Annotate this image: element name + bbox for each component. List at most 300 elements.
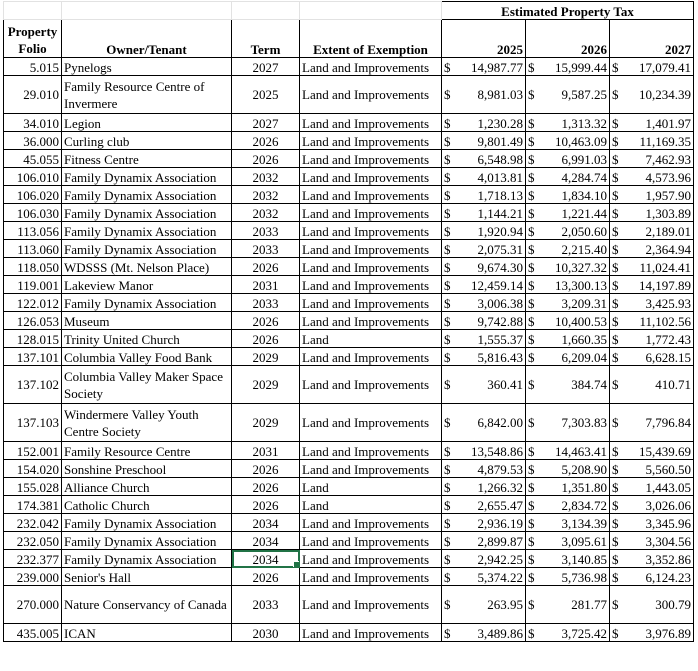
cell-extent[interactable]: Land — [300, 478, 442, 496]
cell-extent[interactable]: Land — [300, 496, 442, 514]
cell-owner[interactable]: Legion — [62, 114, 232, 132]
cell-2027[interactable] — [610, 348, 694, 366]
amount: 11,024.41 — [639, 260, 691, 275]
amount: 9,587.25 — [561, 87, 607, 102]
cell-folio[interactable]: 106.020 — [4, 186, 62, 204]
cell-2026[interactable] — [526, 366, 610, 404]
currency-value — [444, 116, 523, 131]
cell-2027[interactable] — [610, 514, 694, 532]
cell-2027[interactable] — [610, 150, 694, 168]
cell-2026[interactable] — [526, 460, 610, 478]
cell-folio[interactable]: 29.010 — [4, 76, 62, 114]
currency-symbol: $ — [528, 597, 535, 612]
currency-value — [612, 152, 691, 167]
currency-symbol: $ — [612, 134, 619, 149]
cell-2026[interactable] — [526, 514, 610, 532]
cell-folio[interactable]: 106.010 — [4, 168, 62, 186]
cell-2026[interactable] — [526, 132, 610, 150]
cell-owner[interactable]: Family Dynamix Association — [62, 514, 232, 532]
currency-value — [528, 116, 607, 131]
cell-2027[interactable] — [610, 276, 694, 294]
cell-2025[interactable] — [442, 586, 526, 624]
amount: 9,674.30 — [477, 260, 523, 275]
table-row — [4, 132, 694, 150]
cell-2026[interactable] — [526, 258, 610, 276]
amount: 3,345.96 — [645, 516, 691, 531]
currency-value — [444, 462, 523, 477]
currency-value — [528, 350, 607, 365]
cell-2026[interactable] — [526, 240, 610, 258]
cell-2027[interactable] — [610, 442, 694, 460]
cell-2027[interactable] — [610, 240, 694, 258]
cell-2027[interactable] — [610, 294, 694, 312]
currency-value — [444, 188, 523, 203]
currency-value — [612, 87, 691, 102]
cell-term[interactable]: 2034 — [232, 532, 300, 550]
cell-2026[interactable] — [526, 568, 610, 586]
cell-folio[interactable]: 128.015 — [4, 330, 62, 348]
cell-term[interactable]: 2034 — [232, 514, 300, 532]
cell-folio[interactable]: 122.012 — [4, 294, 62, 312]
cell-extent[interactable]: Land and Improvements — [300, 460, 442, 478]
cell-extent[interactable]: Land and Improvements — [300, 366, 442, 404]
amount: 263.95 — [487, 597, 523, 612]
cell-2025[interactable] — [442, 442, 526, 460]
cell-2027[interactable] — [610, 460, 694, 478]
header-property-folio[interactable]: Property Folio — [4, 20, 62, 58]
currency-value — [444, 152, 523, 167]
cell-owner[interactable]: Catholic Church — [62, 496, 232, 514]
cell-2027[interactable] — [610, 58, 694, 76]
cell-2025[interactable] — [442, 276, 526, 294]
cell-2027[interactable] — [610, 132, 694, 150]
currency-value — [528, 206, 607, 221]
cell-2025[interactable] — [442, 186, 526, 204]
cell-owner[interactable]: Nature Conservancy of Canada — [62, 586, 232, 624]
cell-2026[interactable] — [526, 168, 610, 186]
cell-owner[interactable]: Family Dynamix Association — [62, 550, 232, 568]
header-extent-of-exemption[interactable]: Extent of Exemption — [300, 20, 442, 58]
cell-extent[interactable]: Land and Improvements — [300, 58, 442, 76]
currency-symbol: $ — [528, 626, 535, 641]
cell-term[interactable]: 2032 — [232, 168, 300, 186]
cell-term[interactable]: 2031 — [232, 442, 300, 460]
cell-term[interactable]: 2027 — [232, 114, 300, 132]
cell-term[interactable]: 2029 — [232, 404, 300, 442]
cell-2025[interactable] — [442, 222, 526, 240]
cell-term[interactable]: 2026 — [232, 460, 300, 478]
amount: 5,208.90 — [561, 462, 607, 477]
currency-value — [528, 314, 607, 329]
cell-2026[interactable] — [526, 186, 610, 204]
currency-symbol: $ — [528, 377, 535, 392]
cell-owner[interactable]: Lakeview Manor — [62, 276, 232, 294]
cell-owner[interactable]: Museum — [62, 312, 232, 330]
cell-2025[interactable] — [442, 258, 526, 276]
cell-extent[interactable]: Land and Improvements — [300, 568, 442, 586]
cell-folio[interactable]: 36.000 — [4, 132, 62, 150]
cell-extent[interactable]: Land and Improvements — [300, 276, 442, 294]
currency-symbol: $ — [612, 552, 619, 567]
cell-term[interactable]: 2029 — [232, 366, 300, 404]
cell-folio[interactable]: 119.001 — [4, 276, 62, 294]
currency-symbol: $ — [528, 260, 535, 275]
cell-2027[interactable] — [610, 586, 694, 624]
cell-extent[interactable]: Land and Improvements — [300, 532, 442, 550]
cell-folio[interactable]: 232.377 — [4, 550, 62, 568]
cell-2025[interactable] — [442, 404, 526, 442]
cell-extent[interactable]: Land and Improvements — [300, 550, 442, 568]
cell-owner[interactable]: Family Dynamix Association — [62, 240, 232, 258]
cell-2026[interactable] — [526, 150, 610, 168]
amount: 360.41 — [487, 377, 523, 392]
cell-2027[interactable] — [610, 478, 694, 496]
cell-term[interactable]: 2027 — [232, 58, 300, 76]
cell-owner[interactable]: Family Dynamix Association — [62, 294, 232, 312]
amount: 14,463.41 — [555, 444, 607, 459]
currency-symbol: $ — [528, 224, 535, 239]
cell-owner[interactable]: Family Dynamix Association — [62, 204, 232, 222]
currency-value — [612, 350, 691, 365]
cell-term[interactable]: 2026 — [232, 568, 300, 586]
cell-term[interactable]: 2033 — [232, 294, 300, 312]
cell-2027[interactable] — [610, 404, 694, 442]
cell-2025[interactable] — [442, 532, 526, 550]
cell-2025[interactable] — [442, 312, 526, 330]
table-row — [4, 550, 694, 568]
cell-folio[interactable]: 34.010 — [4, 114, 62, 132]
cell-2025[interactable] — [442, 240, 526, 258]
currency-symbol: $ — [528, 87, 535, 102]
currency-symbol: $ — [444, 314, 451, 329]
cell-term[interactable]: 2026 — [232, 478, 300, 496]
cell-term[interactable]: 2034 — [232, 550, 300, 568]
cell-folio[interactable]: 137.102 — [4, 366, 62, 404]
cell-extent[interactable]: Land and Improvements — [300, 514, 442, 532]
cell-2027[interactable] — [610, 258, 694, 276]
currency-value — [528, 415, 607, 430]
cell-term[interactable]: 2030 — [232, 624, 300, 642]
cell-term[interactable]: 2026 — [232, 330, 300, 348]
currency-value — [444, 570, 523, 585]
cell-2025[interactable] — [442, 76, 526, 114]
currency-value — [444, 278, 523, 293]
cell-2025[interactable] — [442, 496, 526, 514]
currency-symbol: $ — [444, 134, 451, 149]
cell-extent[interactable]: Land and Improvements — [300, 168, 442, 186]
cell-2026[interactable] — [526, 76, 610, 114]
cell-2027[interactable] — [610, 330, 694, 348]
cell-owner[interactable]: Fitness Centre — [62, 150, 232, 168]
cell-2026[interactable] — [526, 478, 610, 496]
cell-folio[interactable]: 5.015 — [4, 58, 62, 76]
cell-extent[interactable]: Land and Improvements — [300, 404, 442, 442]
cell-extent[interactable]: Land and Improvements — [300, 150, 442, 168]
header-owner-tenant[interactable]: Owner/Tenant — [62, 20, 232, 58]
cell-folio[interactable]: 106.030 — [4, 204, 62, 222]
amount: 9,742.88 — [477, 314, 523, 329]
currency-symbol: $ — [444, 462, 451, 477]
currency-symbol: $ — [444, 224, 451, 239]
cell-extent[interactable]: Land and Improvements — [300, 114, 442, 132]
amount: 3,134.39 — [561, 516, 607, 531]
cell-2025[interactable] — [442, 132, 526, 150]
cell[interactable] — [62, 2, 232, 20]
cell-2025[interactable] — [442, 478, 526, 496]
cell-extent[interactable]: Land and Improvements — [300, 240, 442, 258]
cell-owner[interactable]: Alliance Church — [62, 478, 232, 496]
cell-term[interactable]: 2032 — [232, 186, 300, 204]
table-row — [4, 204, 694, 222]
cell-owner[interactable]: Curling club — [62, 132, 232, 150]
cell-2026[interactable] — [526, 442, 610, 460]
header-2026[interactable]: 2026 — [526, 20, 610, 58]
cell-2025[interactable] — [442, 624, 526, 642]
cell-2025[interactable] — [442, 58, 526, 76]
cell-owner[interactable]: WDSSS (Mt. Nelson Place) — [62, 258, 232, 276]
cell-folio[interactable]: 232.042 — [4, 514, 62, 532]
cell-2027[interactable] — [610, 550, 694, 568]
cell-term[interactable]: 2026 — [232, 132, 300, 150]
cell-owner[interactable]: Sonshine Preschool — [62, 460, 232, 478]
cell-extent[interactable]: Land and Improvements — [300, 132, 442, 150]
cell-2025[interactable] — [442, 294, 526, 312]
cell-2027[interactable] — [610, 204, 694, 222]
cell-term[interactable]: 2025 — [232, 76, 300, 114]
cell-owner[interactable]: Senior's Hall — [62, 568, 232, 586]
cell-owner[interactable]: Windermere Valley Youth Centre Society — [62, 404, 232, 442]
currency-value — [612, 597, 691, 612]
cell-2026[interactable] — [526, 330, 610, 348]
cell-folio[interactable]: 113.056 — [4, 222, 62, 240]
currency-symbol: $ — [444, 87, 451, 102]
cell-term[interactable]: 2031 — [232, 276, 300, 294]
table-row — [4, 496, 694, 514]
cell-term[interactable]: 2033 — [232, 222, 300, 240]
cell-2025[interactable] — [442, 204, 526, 222]
cell[interactable] — [300, 2, 442, 20]
currency-value — [612, 170, 691, 185]
cell-2026[interactable] — [526, 586, 610, 624]
cell-owner[interactable]: Family Dynamix Association — [62, 168, 232, 186]
currency-value — [528, 170, 607, 185]
currency-symbol: $ — [528, 444, 535, 459]
cell-2025[interactable] — [442, 348, 526, 366]
cell-2026[interactable] — [526, 496, 610, 514]
header-term[interactable]: Term — [232, 20, 300, 58]
cell-term[interactable]: 2026 — [232, 258, 300, 276]
currency-symbol: $ — [444, 188, 451, 203]
cell-2025[interactable] — [442, 114, 526, 132]
cell-extent[interactable]: Land — [300, 330, 442, 348]
cell-2027[interactable] — [610, 186, 694, 204]
cell-extent[interactable]: Land and Improvements — [300, 348, 442, 366]
amount: 1,920.94 — [477, 224, 523, 239]
header-2025[interactable]: 2025 — [442, 20, 526, 58]
cell[interactable] — [232, 2, 300, 20]
cell-folio[interactable]: 126.053 — [4, 312, 62, 330]
cell-2025[interactable] — [442, 460, 526, 478]
cell-2025[interactable] — [442, 550, 526, 568]
currency-symbol: $ — [528, 134, 535, 149]
cell-2025[interactable] — [442, 330, 526, 348]
amount: 300.79 — [655, 597, 691, 612]
currency-symbol: $ — [612, 516, 619, 531]
cell-folio[interactable]: 174.381 — [4, 496, 62, 514]
cell-2027[interactable] — [610, 496, 694, 514]
cell-folio[interactable]: 137.101 — [4, 348, 62, 366]
currency-value — [444, 332, 523, 347]
table-row — [4, 168, 694, 186]
cell-2026[interactable] — [526, 276, 610, 294]
currency-symbol: $ — [612, 260, 619, 275]
cell-2027[interactable] — [610, 168, 694, 186]
cell-2025[interactable] — [442, 168, 526, 186]
cell-extent[interactable]: Land and Improvements — [300, 186, 442, 204]
currency-symbol: $ — [528, 350, 535, 365]
cell-extent[interactable]: Land and Improvements — [300, 442, 442, 460]
currency-symbol: $ — [612, 377, 619, 392]
cell-2026[interactable] — [526, 222, 610, 240]
cell-owner[interactable]: Columbia Valley Maker Space Society — [62, 366, 232, 404]
amount: 3,209.31 — [561, 296, 607, 311]
amount: 6,548.98 — [477, 152, 523, 167]
currency-symbol: $ — [528, 278, 535, 293]
cell-2026[interactable] — [526, 624, 610, 642]
cell-folio[interactable]: 155.028 — [4, 478, 62, 496]
cell-2026[interactable] — [526, 114, 610, 132]
cell-extent[interactable]: Land and Improvements — [300, 624, 442, 642]
cell-extent[interactable]: Land and Improvements — [300, 312, 442, 330]
cell-2027[interactable] — [610, 568, 694, 586]
cell-2027[interactable] — [610, 76, 694, 114]
header-2027[interactable]: 2027 — [610, 20, 694, 58]
amount: 2,936.19 — [477, 516, 523, 531]
currency-value — [612, 552, 691, 567]
amount: 3,725.42 — [561, 626, 607, 641]
cell-2027[interactable] — [610, 366, 694, 404]
table-row — [4, 478, 694, 496]
cell-2026[interactable] — [526, 550, 610, 568]
cell-term[interactable]: 2032 — [232, 204, 300, 222]
cell-2026[interactable] — [526, 312, 610, 330]
currency-value — [612, 60, 691, 75]
cell-extent[interactable]: Land and Improvements — [300, 294, 442, 312]
cell-2025[interactable] — [442, 150, 526, 168]
currency-symbol: $ — [528, 534, 535, 549]
currency-symbol: $ — [612, 332, 619, 347]
amount: 10,463.09 — [555, 134, 607, 149]
amount: 2,655.47 — [477, 498, 523, 513]
cell-term[interactable]: 2033 — [232, 586, 300, 624]
cell-term[interactable]: 2026 — [232, 312, 300, 330]
amount: 10,234.39 — [639, 87, 691, 102]
currency-symbol: $ — [528, 314, 535, 329]
currency-value — [444, 415, 523, 430]
cell-2025[interactable] — [442, 366, 526, 404]
currency-symbol: $ — [612, 444, 619, 459]
amount: 3,095.61 — [561, 534, 607, 549]
cell-owner[interactable]: Family Dynamix Association — [62, 222, 232, 240]
amount: 2,075.31 — [477, 242, 523, 257]
cell-owner[interactable]: Family Resource Centre — [62, 442, 232, 460]
table-row — [4, 460, 694, 478]
cell-folio[interactable]: 435.005 — [4, 624, 62, 642]
cell-owner[interactable]: Pynelogs — [62, 58, 232, 76]
cell-2027[interactable] — [610, 114, 694, 132]
currency-value — [528, 534, 607, 549]
fill-handle[interactable] — [293, 561, 300, 568]
cell-2026[interactable] — [526, 58, 610, 76]
cell-term[interactable]: 2026 — [232, 496, 300, 514]
currency-symbol: $ — [528, 480, 535, 495]
cell-2025[interactable] — [442, 568, 526, 586]
amount: 4,879.53 — [477, 462, 523, 477]
cell-owner[interactable]: Columbia Valley Food Bank — [62, 348, 232, 366]
cell-owner[interactable]: Family Resource Centre of Invermere — [62, 76, 232, 114]
currency-value — [444, 444, 523, 459]
cell-folio[interactable]: 118.050 — [4, 258, 62, 276]
cell-2025[interactable] — [442, 514, 526, 532]
currency-value — [444, 597, 523, 612]
cell-folio[interactable]: 137.103 — [4, 404, 62, 442]
cell-2027[interactable] — [610, 532, 694, 550]
cell-folio[interactable]: 154.020 — [4, 460, 62, 478]
currency-value — [528, 516, 607, 531]
cell-2026[interactable] — [526, 348, 610, 366]
cell[interactable] — [4, 2, 62, 20]
cell-extent[interactable]: Land and Improvements — [300, 76, 442, 114]
currency-value — [612, 332, 691, 347]
currency-value — [612, 224, 691, 239]
cell-folio[interactable]: 239.000 — [4, 568, 62, 586]
cell-2026[interactable] — [526, 204, 610, 222]
amount: 1,772.43 — [645, 332, 691, 347]
cell-owner[interactable]: Trinity United Church — [62, 330, 232, 348]
cell-extent[interactable]: Land and Improvements — [300, 222, 442, 240]
cell-owner[interactable]: Family Dynamix Association — [62, 532, 232, 550]
currency-value — [612, 570, 691, 585]
cell-term[interactable]: 2029 — [232, 348, 300, 366]
currency-symbol: $ — [612, 296, 619, 311]
cell-folio[interactable]: 45.055 — [4, 150, 62, 168]
currency-symbol: $ — [612, 116, 619, 131]
property-tax-table — [3, 1, 694, 642]
currency-value — [444, 60, 523, 75]
cell-2027[interactable] — [610, 312, 694, 330]
cell-2027[interactable] — [610, 222, 694, 240]
cell-folio[interactable]: 270.000 — [4, 586, 62, 624]
cell-2026[interactable] — [526, 532, 610, 550]
cell-term[interactable]: 2026 — [232, 150, 300, 168]
cell-owner[interactable]: ICAN — [62, 624, 232, 642]
currency-symbol: $ — [528, 570, 535, 585]
cell-extent[interactable]: Land and Improvements — [300, 204, 442, 222]
cell-extent[interactable]: Land and Improvements — [300, 586, 442, 624]
cell-folio[interactable]: 113.060 — [4, 240, 62, 258]
cell-2026[interactable] — [526, 404, 610, 442]
cell-extent[interactable]: Land and Improvements — [300, 258, 442, 276]
currency-value — [612, 516, 691, 531]
cell-term[interactable]: 2033 — [232, 240, 300, 258]
amount: 1,443.05 — [645, 480, 691, 495]
group-header-estimated-property-tax[interactable]: Estimated Property Tax — [442, 2, 694, 20]
cell-folio[interactable]: 152.001 — [4, 442, 62, 460]
cell-owner[interactable]: Family Dynamix Association — [62, 186, 232, 204]
cell-2027[interactable] — [610, 624, 694, 642]
cell-2026[interactable] — [526, 294, 610, 312]
cell-folio[interactable]: 232.050 — [4, 532, 62, 550]
